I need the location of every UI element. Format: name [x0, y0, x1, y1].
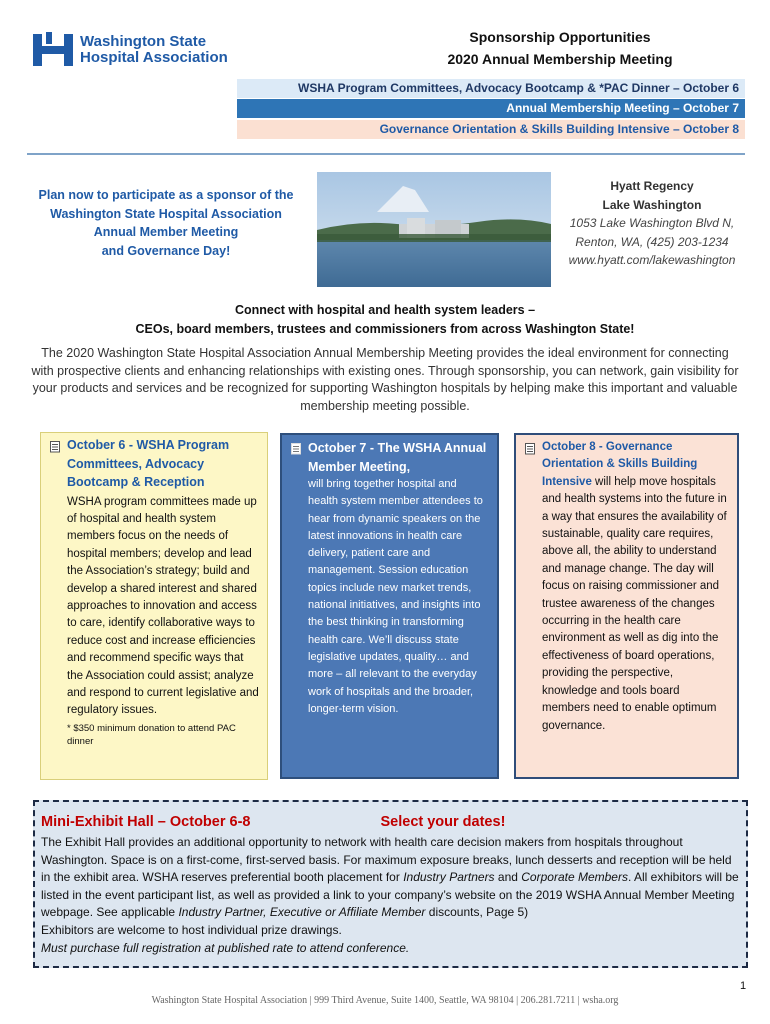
logo-line-1: Washington State [80, 33, 207, 50]
hotel-address-1: 1053 Lake Washington Blvd N, [569, 216, 735, 230]
hotel-info [552, 177, 752, 270]
wsha-logo-mark-icon [33, 32, 73, 68]
column-october-8 [514, 433, 739, 779]
column-body: WSHA program committees made up of hospital and health system members focus on the needs of hospital members; develop and lead the Association’s strategy; build and develop a shared interest and shared approaches to innovation and access to care, identify collaborative ways to reduce cost and increase efficiencies and recommend specific ways that the Association could assist; analyze and respond to current legislative and regulatory issues. [67, 495, 259, 717]
column-heading: October 8 - Governance Orientation & Skills Building Intensive [542, 441, 698, 488]
hotel-name-1: Hyatt Regency [610, 179, 694, 193]
page-title: Sponsorship Opportunities 2020 Annual Membership Meeting [447, 29, 673, 67]
hotel-address-2: Renton, WA, (425) 203-1234 [575, 234, 729, 249]
divider [27, 153, 745, 155]
intro-paragraph: The 2020 Washington State Hospital Association Annual Membership Meeting provides the ideal environment for connecting with prospective clients and enhancing relationships with existing ones. Through sponsorship, you can network, gain visibility for your products and services and be recognized for supporting Washington hospitals by helping make this important and valuable membership meeting possible. [31, 346, 739, 413]
date-band-oct7: Annual Membership Meeting – October 7 [237, 99, 745, 118]
notepad-icon [524, 442, 537, 455]
wsha-logo [33, 32, 228, 68]
plan-now-callout: Plan now to participate as a sponsor of the Washington State Hospital Association Annual Member Meeting and Governance Day! [38, 188, 294, 258]
footer-address: Washington State Hospital Association | 999 Third Avenue, Suite 1400, Seattle, WA 98104 | 206.281.7211 | wsha.org [151, 995, 619, 1006]
page-number: 1 [740, 980, 747, 992]
exhibit-heading: Mini-Exhibit Hall – October 6-8 [41, 814, 251, 830]
pac-note: * $350 minimum donation to attend PAC dinner [67, 722, 236, 747]
date-band-oct8: Governance Orientation & Skills Building Intensive – October 8 [237, 120, 745, 139]
connect-heading: Connect with hospital and health system leaders – CEOs, board members, trustees and commissioners from across Washington State! [135, 303, 635, 336]
hotel-photo [317, 172, 551, 287]
column-heading: October 6 - WSHA Program Committees, Advocacy Bootcamp & Reception [67, 438, 230, 489]
column-body: October 8 - Governance Orientation & Skills Building Intensive will help move hospitals and health systems into the future in a way that ensures the availability of sustainable, quality care requires, above all, the ability to understand and manage change. The day will focus on raising commissioner and trustee awareness of the changes occurring in the health care environment as well as dig into the effectiveness of board operations, providing the perspective, knowledge and tools board members need to enable optimum governance. [542, 441, 727, 732]
logo-line-2: Hospital Association [80, 49, 228, 66]
exhibit-body: The Exhibit Hall provides an additional opportunity to network with health care decision makers from hospitals throughout Washington. Space is on a first-come, first-served basis. For maximum exposure breaks, lunch desserts and reception will be held in the exhibit area. WSHA reserves preferential booth placement for Industry Partners and Corporate Members. All exhibitors will be listed in the event participant list, as well as provided a link to your company’s website on the 2019 WSHA Annual Member Meeting webpage. See applicable Industry Partner, Executive or Affiliate Member discounts, Page 5) Exhibitors are welcome to host individual prize drawings. Must purchase full registration at published rate to attend conference. [41, 835, 739, 955]
select-dates-callout: Select your dates! [380, 814, 506, 830]
column-october-7 [280, 433, 499, 779]
column-october-6 [40, 432, 268, 780]
mini-exhibit-box [33, 800, 748, 968]
column-body: will bring together hospital and health system member attendees to hear from dynamic speakers on the latest innovations in health care delivery, patient care and management. Session education topics include new market trends, national initiatives, and insights into the best thinking in transforming health care. We’ll discuss state legislative updates, quality… and more – all relevant to the everyday work of hospitals and the broader, longer-term vision. [308, 478, 483, 715]
hotel-website-link[interactable]: www.hyatt.com/lakewashington [568, 253, 736, 267]
date-band-oct6: WSHA Program Committees, Advocacy Bootcamp & *PAC Dinner – October 6 [237, 79, 745, 98]
hotel-name-2: Lake Washington [602, 197, 702, 212]
notepad-icon [49, 440, 62, 453]
column-heading: October 7 - The WSHA Annual Member Meeting, [308, 441, 487, 474]
notepad-icon [290, 442, 303, 455]
